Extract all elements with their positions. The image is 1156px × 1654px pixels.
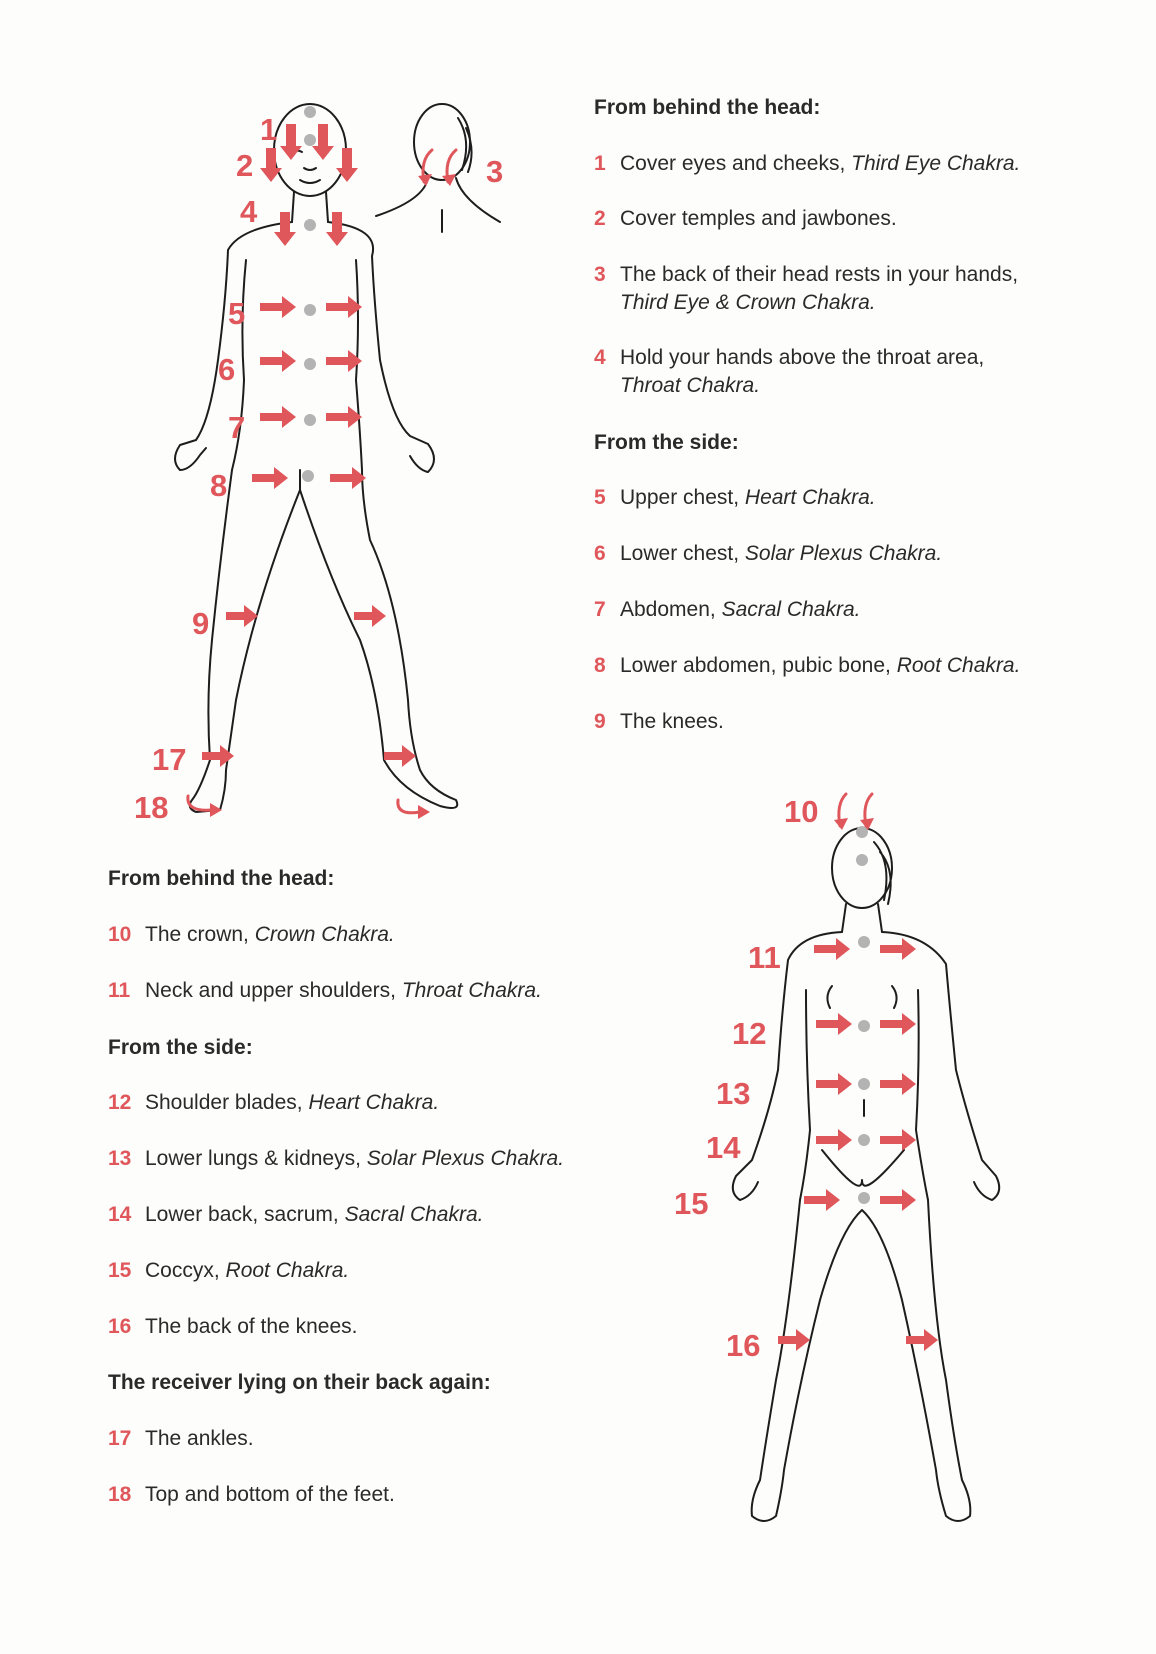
item-chakra: Third Eye & Crown Chakra. <box>620 291 876 314</box>
item-number: 16 <box>108 1315 132 1338</box>
item-text: The back of the knees. <box>145 1315 358 1338</box>
chakra-dot <box>304 106 316 118</box>
figure-label: 10 <box>784 794 819 829</box>
curl-arrows-3 <box>418 150 456 186</box>
figure-label: 16 <box>726 1328 761 1363</box>
front-chakra-dots <box>302 106 316 482</box>
item-text: Abdomen, <box>620 598 716 621</box>
top-heading-behind-head: From behind the head: <box>594 96 821 119</box>
arrow-down-2a <box>260 148 282 182</box>
arrow-right-7b <box>326 406 362 428</box>
item-text: Hold your hands above the throat area, <box>620 346 985 369</box>
item-chakra: Third Eye Chakra. <box>851 152 1021 175</box>
front-number-labels <box>134 112 503 825</box>
curl-arrows-10 <box>834 794 874 830</box>
arrow-right-15b <box>880 1189 916 1211</box>
list-item <box>594 708 724 736</box>
item-text: The back of their head rests in your hands, <box>620 263 1019 286</box>
chakra-dot <box>856 826 868 838</box>
chakra-dot <box>304 304 316 316</box>
item-number: 10 <box>108 923 132 946</box>
list-item <box>594 344 984 400</box>
list-item <box>108 1145 564 1173</box>
figure-label: 6 <box>218 352 236 387</box>
chakra-dot <box>304 219 316 231</box>
item-number: 17 <box>108 1427 132 1450</box>
chakra-dot <box>858 936 870 948</box>
arrow-right-15a <box>804 1189 840 1211</box>
item-text: Cover eyes and cheeks, <box>620 152 846 175</box>
item-text: Lower back, sacrum, <box>145 1203 339 1226</box>
arrow-right-11b <box>880 938 916 960</box>
list-item <box>594 484 876 512</box>
bottom-heading-back-again: The receiver lying on their back again: <box>108 1371 491 1394</box>
figure-label: 15 <box>674 1186 709 1221</box>
item-chakra: Root Chakra. <box>225 1259 350 1282</box>
side-head-figure <box>376 104 500 232</box>
top-heading-side: From the side: <box>594 431 739 454</box>
item-text: Lower abdomen, pubic bone, <box>620 654 891 677</box>
item-text: Lower chest, <box>620 542 740 565</box>
feet-curl-arrows-18 <box>188 796 430 819</box>
arrow-right-11a <box>814 938 850 960</box>
item-number: 14 <box>108 1203 132 1226</box>
item-chakra: Sacral Chakra. <box>344 1203 484 1226</box>
back-arrows-right <box>778 938 938 1351</box>
back-number-labels <box>674 794 818 1363</box>
list-item <box>594 540 942 568</box>
back-body-figure <box>733 828 999 1521</box>
item-chakra: Solar Plexus Chakra. <box>744 542 943 565</box>
list-item <box>594 261 1018 317</box>
item-number: 4 <box>594 346 606 369</box>
item-chakra: Solar Plexus Chakra. <box>366 1147 565 1170</box>
item-number: 8 <box>594 654 606 677</box>
item-number: 18 <box>108 1483 132 1506</box>
arrow-down-1a <box>280 124 302 160</box>
figure-label: 1 <box>260 112 278 147</box>
item-number: 5 <box>594 486 606 509</box>
chakra-dot <box>858 1020 870 1032</box>
item-text: Upper chest, <box>620 486 740 509</box>
item-text: The ankles. <box>145 1427 254 1450</box>
arrow-right-6a <box>260 350 296 372</box>
item-text: Cover temples and jawbones. <box>620 207 897 230</box>
arrow-right-5b <box>326 296 362 318</box>
figure-label: 18 <box>134 790 169 825</box>
arrow-right-14a <box>816 1129 852 1151</box>
figure-label: 3 <box>486 154 504 189</box>
arrow-right-8a <box>252 467 288 489</box>
chakra-dot <box>858 1192 870 1204</box>
front-body-figure <box>175 104 457 812</box>
item-number: 3 <box>594 263 606 286</box>
bottom-heading-side: From the side: <box>108 1036 253 1059</box>
arrow-right-12b <box>880 1013 916 1035</box>
list-item <box>594 652 1020 680</box>
item-text: Neck and upper shoulders, <box>145 979 396 1002</box>
item-number: 12 <box>108 1091 132 1114</box>
item-text: Lower lungs & kidneys, <box>145 1147 361 1170</box>
item-text: Coccyx, <box>145 1259 220 1282</box>
item-number: 1 <box>594 152 606 175</box>
arrow-right-8b <box>330 467 366 489</box>
arrow-right-5a <box>260 296 296 318</box>
chakra-dot <box>302 470 314 482</box>
bottom-heading-behind-head: From behind the head: <box>108 867 335 890</box>
item-text: Top and bottom of the feet. <box>145 1483 395 1506</box>
arrow-right-16b <box>906 1329 938 1351</box>
arrow-right-14b <box>880 1129 916 1151</box>
item-chakra: Sacral Chakra. <box>721 598 861 621</box>
figure-label: 13 <box>716 1076 751 1111</box>
arrow-right-9a <box>226 605 258 627</box>
arrow-right-17b <box>384 745 416 767</box>
arrow-right-13b <box>880 1073 916 1095</box>
item-number: 2 <box>594 207 606 230</box>
item-text: The crown, <box>145 923 249 946</box>
figure-label: 17 <box>152 742 187 777</box>
chakra-dot <box>858 1134 870 1146</box>
list-item <box>594 205 897 233</box>
item-number: 15 <box>108 1259 132 1282</box>
figure-label: 12 <box>732 1016 767 1051</box>
figure-label: 11 <box>748 940 781 975</box>
figure-label: 8 <box>210 468 228 503</box>
list-item <box>108 921 395 949</box>
chakra-dot <box>858 1078 870 1090</box>
list-item <box>594 596 860 624</box>
list-item <box>108 1425 254 1453</box>
chakra-dot <box>304 358 316 370</box>
list-item <box>594 150 1020 178</box>
arrow-down-4b <box>326 212 348 246</box>
chakra-dot <box>304 134 316 146</box>
list-item <box>108 1201 483 1229</box>
arrow-right-13a <box>816 1073 852 1095</box>
item-number: 6 <box>594 542 606 565</box>
item-number: 9 <box>594 710 606 733</box>
list-item <box>108 1313 357 1341</box>
item-number: 7 <box>594 598 606 621</box>
back-chakra-dots <box>856 826 870 1204</box>
figure-label: 4 <box>240 194 258 229</box>
item-number: 13 <box>108 1147 132 1170</box>
chakra-dot <box>304 414 316 426</box>
arrow-right-16a <box>778 1329 810 1351</box>
item-text: Shoulder blades, <box>145 1091 303 1114</box>
figure-label: 7 <box>228 410 246 445</box>
item-chakra: Heart Chakra. <box>308 1091 440 1114</box>
list-item <box>108 1089 439 1117</box>
item-chakra: Throat Chakra. <box>401 979 542 1002</box>
figure-label: 9 <box>192 606 210 641</box>
list-item <box>108 977 542 1005</box>
figure-label: 5 <box>228 296 246 331</box>
item-chakra: Heart Chakra. <box>744 486 876 509</box>
list-item <box>108 1257 349 1285</box>
item-text: The knees. <box>620 710 724 733</box>
list-item <box>108 1481 395 1509</box>
figure-label: 2 <box>236 148 254 183</box>
item-chakra: Crown Chakra. <box>254 923 395 946</box>
figure-label: 14 <box>706 1130 741 1165</box>
arrow-right-12a <box>816 1013 852 1035</box>
item-chakra: Root Chakra. <box>896 654 1021 677</box>
item-number: 11 <box>108 979 131 1002</box>
chakra-dot <box>856 854 868 866</box>
arrow-right-7a <box>260 406 296 428</box>
item-chakra: Throat Chakra. <box>620 374 761 397</box>
arrow-right-9b <box>354 605 386 627</box>
